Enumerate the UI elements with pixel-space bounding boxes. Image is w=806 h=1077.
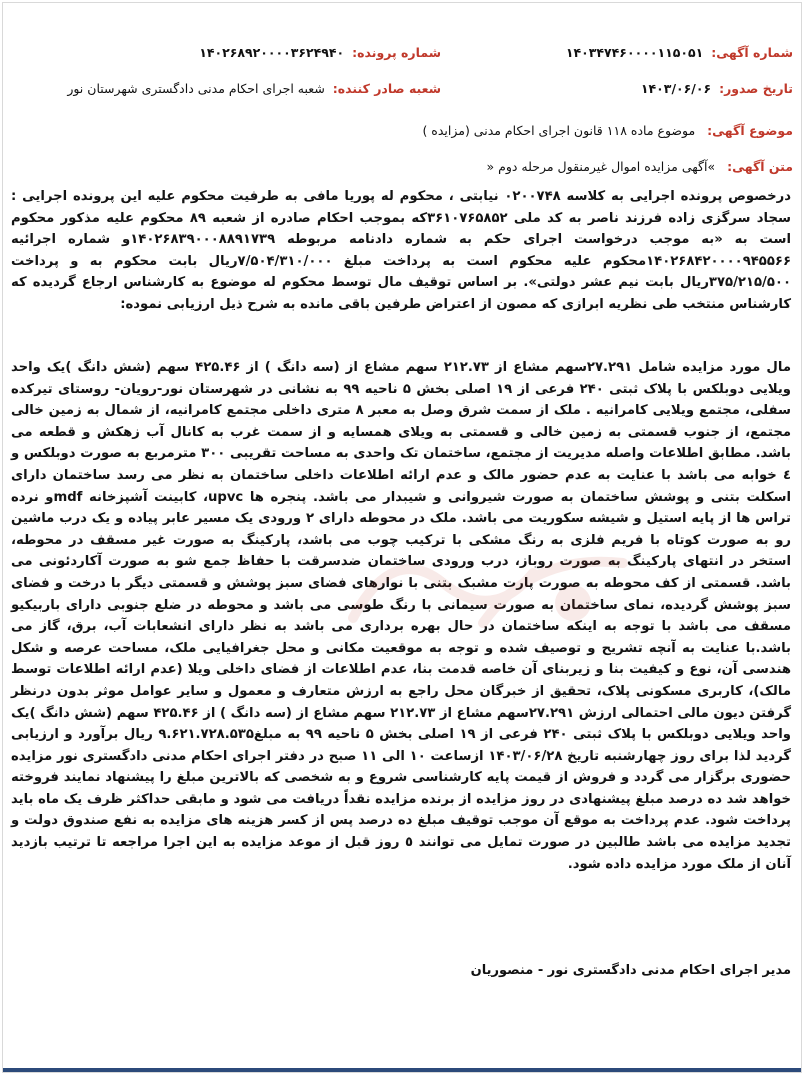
notice-text-row <box>486 159 793 174</box>
issue-date: ۱۴۰۳/۰۶/۰۶ <box>640 80 712 96</box>
signature: مدیر اجرای احکام مدنی دادگستری نور - منصوریان <box>470 963 791 978</box>
notice-text-label: متن آگهی: <box>727 159 793 174</box>
issue-date-row <box>641 75 793 101</box>
property-description-paragraph: مال مورد مزایده شامل ۲۷.۲۹۱سهم مشاع از ۲۱۲.۷۳ سهم مشاع از (سه دانگ ) از ۴۲۵.۴۶ سهم (شش دانگ )یک واحد ویلایی دوبلکس با پلاک ثبتی ۲۴۰ فرعی از ۱۹ اصلی بخش ۵ ناحیه ۹۹ به نشانی در شهرستان نور-رویان- روستای تیرکده سفلی، مجتمع ویلایی کامرانیه . ملک از سمت شرق وصل به معبر ۸ متری داخلی مجتمع کامرانیه، از شمال به زمین خالی مجتمع، از جنوب قسمتی به زمین خالی و قسمتی به ویلای همسایه و از سمت غرب به کانال آب زهکش و قطعه می باشد. مطابق اطلاعات واصله مدیریت از مجتمع، ساختمان تک واحدی به مساحت تقریبی ۳۰۰ مترمربع به صورت دوبلکس و ٤ خوابه می باشد با عنایت به عدم حضور مالک و عدم ارائه اطلاعات داخلی ساختمان به نظر می رسد ساختمان دارای اسکلت بتنی و پوشش ساختمان به صورت شیروانی و شیبدار می باشد. پنجره ها upvc، کابینت آشپزخانه mdfو نرده تراس ها از پایه استیل و شیشه سکوریت می باشد. ملک در محوطه دارای ۲ ورودی یک مسیر عابر پیاده و یک درب ماشین رو به صورت کوتاه با فریم فلزی به رنگ مشکی با ترکیب چوب می باشد، پارکینگ به صورت غیر مسقف در محوطه، استخر در انتهای پارکینگ به صورت روباز، درب ورودی ساختمان ضدسرقت با حفاظ جمع شو به صورت آکاردئونی می باشد. قسمتی از کف محوطه به صورت پارت مشبک بتنی با نوارهای فضای سبز پوشش و قسمتی دیگر با درخت و فضای سبز پوشش گردیده، نمای ساختمان به صورت سیمانی با رنگ طوسی می باشد و محوطه در ضلع جنوبی دارای باربیکیو مسقف می باشد با توجه به اینکه ساختمان در حال بهره برداری می باشد به نظر دارای انشعابات آب، برق، گاز می باشد.با عنایت به آنچه تشریح و توصیف شده و توجه به موقعیت مکانی و محل جغرافیایی ملک، مساحت عرصه و شکل هندسی آن، نوع و کیفیت بنا و زیربنای آن خاصه قدمت بنا، عدم اطلاعات از فضای داخلی ویلا (عدم ارائه اطلاعات توسط مالک)، کاربری مسکونی پلاک، تحقیق از خبرگان محل راجع به ارزش متعارف و معمول و سایر عوامل موثر بدون درنظر گرفتن دیون مالی احتمالی ارزش ۲۷.۲۹۱سهم مشاع از ۲۱۲.۷۳ سهم مشاع از (سه دانگ ) از ۴۲۵.۴۶ سهم (شش دانگ )یک واحد ویلایی دوبلکس با پلاک ثبتی ۲۴۰ فرعی از ۱۹ اصلی بخش ۵ ناحیه ۹۹ به مبلغ۹.۶۲۱.۷۲۸.۵۳۵ ریال برآورد و ارزیابی گردید لذا برای روز چهارشنبه تاریخ ۱۴۰۳/۰۶/۲۸ ازساعت ۱۰ الی ۱۱ صبح در دفتر اجرای احکام مدنی دادگستری نور مزایده حضوری برگزار می گردد و فروش از قیمت پایه کارشناسی شروع و به شخصی که بالاترین مبلغ را پیشنهاد نمایند فروخته خواهد شد ده درصد مبلغ پیشنهادی در روز مزایده از برنده مزایده نقداً دریافت می شود و مابقی حداکثر ظرف یک ماه باید پرداخت شود. عدم پرداخت به موقع آن موجب توقیف مبلغ ده درصد پس از کسر هزینه های مزایده به نفع صندوق دولت و تجدید مزایده می باشد طالبین در صورت تمایل می توانند ٥ روز قبل از موعد مزایده به این اجرا مراجعه تا ترتیب بازدید آنان از ملک مورد مزایده داده شود. <box>11 360 792 872</box>
bottom-bar <box>3 1068 801 1072</box>
notice-text-value: »آگهی مزایده اموال غیرمنقول مرحله دوم « <box>486 159 716 174</box>
subject-value: موضوع ماده ۱۱۸ قانون اجرای احکام مدنی (مزایده ) <box>422 123 696 138</box>
issuing-branch-row <box>67 75 441 101</box>
issue-date-label: تاریخ صدور: <box>719 80 793 96</box>
case-number-row <box>199 39 441 65</box>
notice-number-label: شماره آگهی: <box>711 44 793 60</box>
issuing-branch-label: شعبه صادر کننده: <box>332 80 441 96</box>
case-number: ۱۴۰۲۶۸۹۲۰۰۰۰۳۶۲۴۹۴۰ <box>199 44 345 60</box>
case-number-label: شماره پرونده: <box>352 44 441 60</box>
subject-row <box>422 123 793 138</box>
notice-page <box>2 2 802 1073</box>
issuing-branch: شعبه اجرای احکام مدنی دادگستری شهرستان نور <box>67 80 325 96</box>
notice-number-row <box>566 39 793 65</box>
case-details-paragraph: درخصوص پرونده اجرایی به کلاسه ۰۲۰۰۷۴۸ نیابتی ، محکوم له پوریا مافی به طرفیت محکوم علیه این پرونده اجرایی : سجاد سرگزی زاده فرزند ناصر به کد ملی ۳۶۱۰۷۶۵۸۵۲که بموجب احکام صادره از شعبه ۸۹ محکوم علیه مذکور محکوم است به «به موجب درخواست اجرای حکم به شماره دادنامه مربوطه ۱۴۰۲۶۸۳۹۰۰۰۸۸۹۱۷۳۹و شماره اجرائیه ۱۴۰۲۶۸۴۲۰۰۰۰۹۴۵۵۶۶محکوم علیه محکوم است به پرداخت مبلغ ۷/۵۰۴/۳۱۰/۰۰۰ریال بابت محکوم به و پرداخت ۳۷۵/۲۱۵/۵۰۰ریال بابت نیم عشر دولتی». بر اساس توقیف مال توسط محکوم له موضوع به کارشناس ارجاع گردیده که کارشناس منتخب طی نظریه ابرازی که مصون از اعتراض طرفین باقی مانده به شرح ذیل ارزیابی نموده: <box>11 189 791 312</box>
subject-label: موضوع آگهی: <box>707 123 793 138</box>
notice-number: ۱۴۰۳۴۷۴۶۰۰۰۰۱۱۵۰۵۱ <box>565 44 704 60</box>
